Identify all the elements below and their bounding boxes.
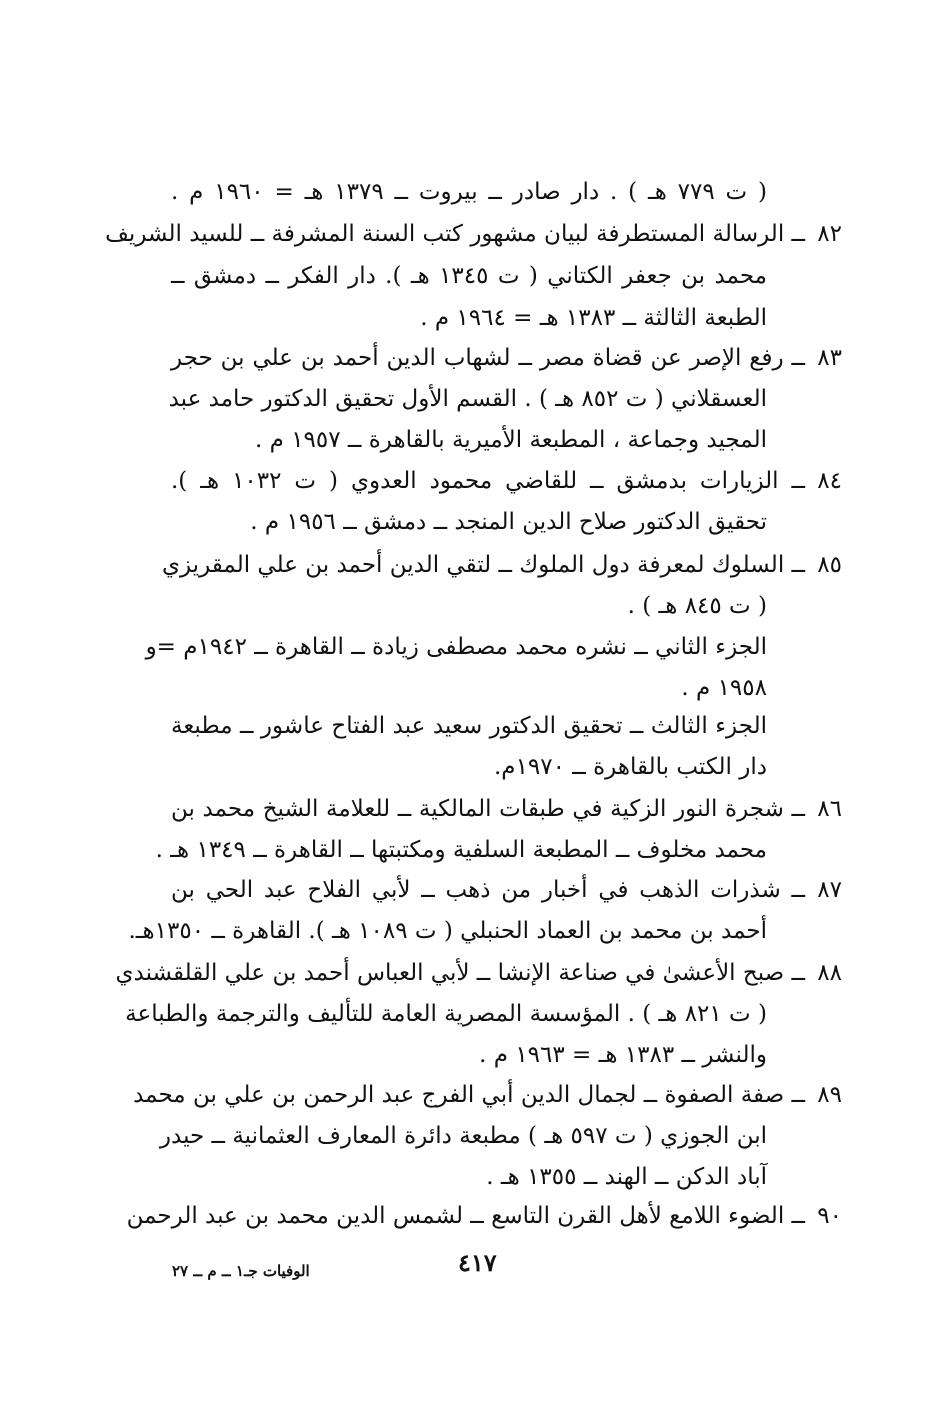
entry-line: ( ت ٨٢١ هـ ) . المؤسسة المصرية العامة للتأليف والترجمة والطباعة xyxy=(125,1001,767,1027)
page-number: ٤١٧ xyxy=(458,1248,497,1277)
entry-number: ٨٤ xyxy=(817,468,842,494)
entry-line: ــ صبح الأعشىٰ في صناعة الإنشا ــ لأبي العباس أحمد بن علي القلقشندي xyxy=(115,960,805,986)
entry-line: آباد الدكن ــ الهند ــ ١٣٥٥ هـ . xyxy=(486,1164,767,1190)
entry-number: ٩٠ xyxy=(817,1203,842,1229)
signature-mark: الوفيات جـ١ ــ م ــ ٢٧ xyxy=(172,1262,310,1280)
entry-line: ــ رفع الإصر عن قضاة مصر ــ لشهاب الدين أحمد بن علي بن حجر xyxy=(171,345,805,371)
entry-line: الجزء الثالث ــ تحقيق الدكتور سعيد عبد الفتاح عاشور ــ مطبعة xyxy=(171,713,767,739)
entry-line: ( ت ٨٤٥ هـ ) . xyxy=(627,593,767,619)
entry-number: ٨٣ xyxy=(817,345,842,371)
entry-line: ــ السلوك لمعرفة دول الملوك ــ لتقي الدين أحمد بن علي المقريزي xyxy=(161,552,805,578)
entry-line: الجزء الثاني ــ نشره محمد مصطفى زيادة ــ القاهرة ــ ١٩٤٢م =و xyxy=(145,634,767,660)
intro-line: ( ت ٧٧٩ هـ ) . دار صادر ــ بيروت ــ ١٣٧٩ هـ = ١٩٦٠ م . xyxy=(171,179,767,205)
entry-line: العسقلاني ( ت ٨٥٢ هـ ) . القسم الأول تحقيق الدكتور حامد عبد xyxy=(168,386,767,412)
entry-line: تحقيق الدكتور صلاح الدين المنجد ــ دمشق ــ ١٩٥٦ م . xyxy=(250,509,767,535)
entry-line: المجيد وجماعة ، المطبعة الأميرية بالقاهرة ــ ١٩٥٧ م . xyxy=(255,427,767,453)
entry-line: الطبعة الثالثة ــ ١٣٨٣ هـ = ١٩٦٤ م . xyxy=(420,305,767,331)
entry-number: ٨٨ xyxy=(817,960,842,986)
entry-number: ٨٩ xyxy=(817,1082,842,1108)
entry-line: والنشر ــ ١٣٨٣ هـ = ١٩٦٣ م . xyxy=(479,1042,767,1068)
entry-number: ٨٢ xyxy=(817,221,842,247)
entry-line: ابن الجوزي ( ت ٥٩٧ هـ ) مطبعة دائرة المعارف العثمانية ــ حيدر xyxy=(159,1123,767,1149)
entry-line: ــ شجرة النور الزكية في طبقات المالكية ــ للعلامة الشيخ محمد بن xyxy=(171,796,805,822)
entry-number: ٨٦ xyxy=(817,796,842,822)
entry-number: ٨٧ xyxy=(817,877,842,903)
entry-line: ــ الرسالة المستطرفة لبيان مشهور كتب السنة المشرفة ــ للسيد الشريف xyxy=(105,221,805,247)
entry-line: محمد بن جعفر الكتاني ( ت ١٣٤٥ هـ ). دار الفكر ــ دمشق ــ xyxy=(171,263,767,289)
entry-line: محمد مخلوف ــ المطبعة السلفية ومكتبتها ــ القاهرة ــ ١٣٤٩ هـ . xyxy=(155,837,767,863)
entry-line: ــ صفة الصفوة ــ لجمال الدين أبي الفرج عبد الرحمن بن علي بن محمد xyxy=(133,1082,805,1108)
entry-line: ــ شذرات الذهب في أخبار من ذهب ــ لأبي الفلاح عبد الحي بن xyxy=(171,877,805,903)
entry-line: ــ الضوء اللامع لأهل القرن التاسع ــ لشمس الدين محمد بن عبد الرحمن xyxy=(126,1203,805,1229)
entry-line: أحمد بن محمد بن العماد الحنبلي ( ت ١٠٨٩ هـ ). القاهرة ــ ١٣٥٠هـ. xyxy=(128,918,767,944)
entry-number: ٨٥ xyxy=(817,552,842,578)
entry-line: ١٩٥٨ م . xyxy=(681,675,767,701)
entry-line: دار الكتب بالقاهرة ــ ١٩٧٠م. xyxy=(494,754,767,780)
entry-line: ــ الزيارات بدمشق ــ للقاضي محمود العدوي ( ت ١٠٣٢ هـ ). xyxy=(171,468,805,494)
